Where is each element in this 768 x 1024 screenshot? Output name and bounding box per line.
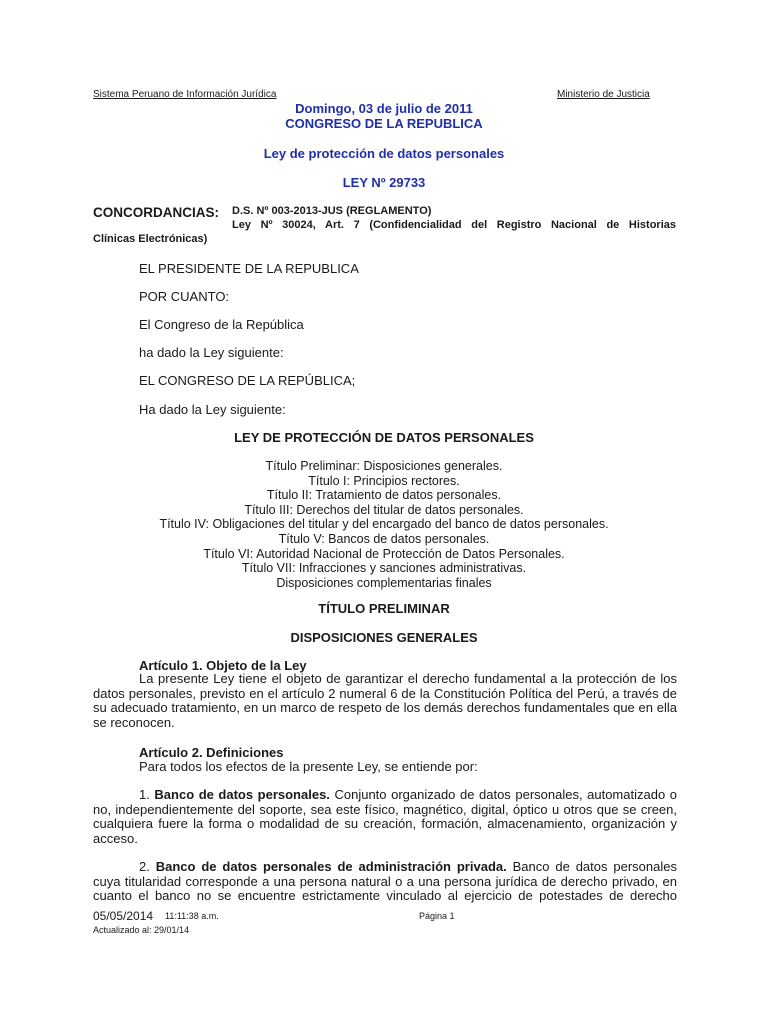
toc-item: Título VII: Infracciones y sanciones administrativas. xyxy=(241,561,527,576)
paragraph-line: se reconocen. xyxy=(93,714,175,730)
paragraph-line: su adecuado tratamiento, en un marco de respeto de los demás derechos fundamentales que en ella xyxy=(93,700,677,716)
date-line: Domingo, 03 de julio de 2011 xyxy=(295,101,473,116)
issuer: CONGRESO DE LA REPUBLICA xyxy=(285,116,483,131)
titulo-preliminar-heading: TÍTULO PRELIMINAR xyxy=(318,601,450,616)
definition-term: Banco de datos personales. xyxy=(154,787,330,802)
footer-updated: Actualizado al: 29/01/14 xyxy=(93,925,190,935)
toc-item: Título III: Derechos del titular de datos personales. xyxy=(244,502,524,517)
paragraph-line: no, independientemente del soporte, sea este físico, magnético, digital, óptico u otros que se creen, xyxy=(93,801,677,817)
concordancia-2-cont: Clínicas Electrónicas) xyxy=(93,233,208,245)
paragraph-line: cuanto el banco no se encuentre estrictamente vinculado al ejercicio de potestades de derecho xyxy=(93,888,677,904)
article-1-heading: Artículo 1. Objeto de la Ley xyxy=(139,658,307,673)
preamble-por-cuanto: POR CUANTO: xyxy=(139,289,230,304)
table-of-contents xyxy=(0,459,768,590)
preamble-ha-dado: ha dado la Ley siguiente: xyxy=(139,345,284,360)
preamble-congreso-rep: EL CONGRESO DE LA REPÚBLICA; xyxy=(139,373,356,388)
paragraph-line xyxy=(93,860,677,875)
footer-page-number: Página 1 xyxy=(419,911,455,921)
toc-item: Título IV: Obligaciones del titular y del encargado del banco de datos personales. xyxy=(159,517,609,532)
definition-number: 2. xyxy=(139,859,150,874)
footer-time: 11:11:38 a.m. xyxy=(165,911,219,921)
paragraph-line: La presente Ley tiene el objeto de garantizar el derecho fundamental a la protección de los xyxy=(139,671,677,686)
law-title: Ley de protección de datos personales xyxy=(263,146,505,161)
footer-date: 05/05/2014 xyxy=(93,909,154,923)
paragraph-line xyxy=(93,788,677,803)
definition-number: 1. xyxy=(139,787,150,802)
preamble-congreso: El Congreso de la República xyxy=(139,317,304,332)
paragraph-line: cualquiera fuere la forma o modalidad de su creación, formación, almacenamiento, organización y xyxy=(93,816,677,832)
concordancia-1: D.S. Nº 003-2013-JUS (REGLAMENTO) xyxy=(232,205,432,217)
toc-item: Título Preliminar: Disposiciones generales. xyxy=(265,459,503,473)
definition-text: Conjunto organizado de datos personales, automatizado o xyxy=(334,787,677,802)
paragraph-line: datos personales, previsto en el artículo 2 numeral 6 de la Constitución Política del Perú, a través de xyxy=(93,685,677,701)
toc-item: Título I: Principios rectores. xyxy=(308,473,460,488)
concordancia-2: Ley Nº 30024, Art. 7 (Confidencialidad del Registro Nacional de Historias xyxy=(232,219,676,231)
header-ministry: Ministerio de Justicia xyxy=(557,89,650,100)
definition-text: Banco de datos personales xyxy=(512,859,677,874)
concordancias-label: CONCORDANCIAS: xyxy=(93,205,219,220)
header-source: Sistema Peruano de Información Jurídica xyxy=(93,89,277,100)
preamble-president: EL PRESIDENTE DE LA REPUBLICA xyxy=(139,261,359,276)
definition-term: Banco de datos personales de administración privada. xyxy=(155,859,507,874)
paragraph-line: cuya titularidad corresponde a una persona natural o a una persona jurídica de derecho privado, en xyxy=(93,873,677,889)
toc-item: Título II: Tratamiento de datos personales. xyxy=(266,488,502,503)
definition-2 xyxy=(93,860,677,904)
main-heading: LEY DE PROTECCIÓN DE DATOS PERSONALES xyxy=(234,430,534,445)
article-1-body xyxy=(93,672,677,730)
paragraph-line: acceso. xyxy=(93,830,138,846)
disposiciones-generales-heading: DISPOSICIONES GENERALES xyxy=(290,630,478,645)
toc-item: Título VI: Autoridad Nacional de Protección de Datos Personales. xyxy=(203,546,565,561)
preamble-ha-dado-2: Ha dado la Ley siguiente: xyxy=(139,402,286,417)
article-2-intro: Para todos los efectos de la presente Ley, se entiende por: xyxy=(139,759,478,774)
definition-1 xyxy=(93,788,677,846)
toc-item: Disposiciones complementarias finales xyxy=(276,575,492,590)
law-number: LEY Nº 29733 xyxy=(342,175,426,190)
article-2-heading: Artículo 2. Definiciones xyxy=(139,745,284,760)
toc-item: Título V: Bancos de datos personales. xyxy=(278,531,490,546)
